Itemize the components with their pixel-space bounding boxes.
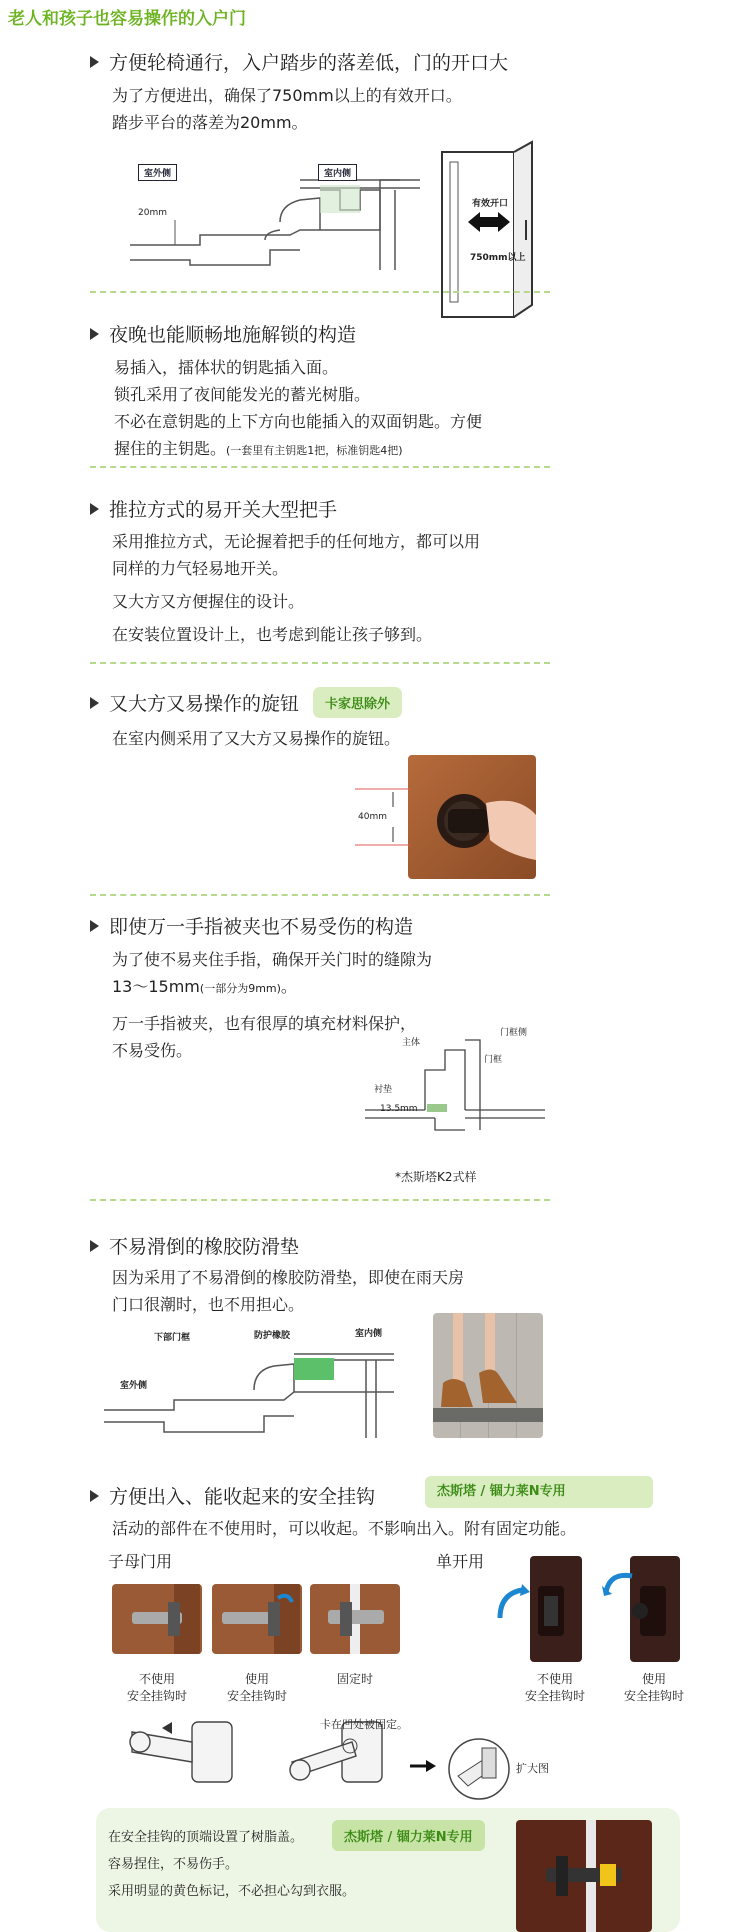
page-title: 老人和孩子也容易操作的入户门 bbox=[8, 9, 246, 29]
label-inside: 室内侧 bbox=[318, 164, 357, 181]
rotate-arrow-icon bbox=[602, 1566, 638, 1596]
hook-drawing-closed bbox=[122, 1712, 242, 1792]
exception-badge: 卡家思除外 bbox=[313, 687, 402, 718]
section-heading-antislip: 不易滑倒的橡胶防滑垫 bbox=[90, 1232, 299, 1259]
resin-cap-text: 在安全挂钩的顶端设置了树脂盖。 容易捏住，不易伤手。 采用明显的黄色标记，不必担心勾到衣服。 bbox=[108, 1830, 356, 1899]
divider bbox=[90, 894, 550, 896]
label-knob-size: 40mm bbox=[358, 812, 387, 822]
section-text-antislip: 因为采用了不易滑倒的橡胶防滑垫，即使在雨天房 门口很潮时，也不用担心。 bbox=[112, 1268, 465, 1314]
hook-photo-unused bbox=[112, 1584, 202, 1654]
zoom-circle-diagram bbox=[446, 1736, 512, 1802]
label-indoor: 室内侧 bbox=[355, 1329, 383, 1339]
section-heading-wheelchair: 方便轮椅通行，入户踏步的落差低，门的开口大 bbox=[90, 48, 508, 75]
label-door-width: 750mm以上 bbox=[470, 253, 526, 263]
triangle-bullet-icon bbox=[90, 697, 99, 709]
label-door-opening: 有效开口 bbox=[472, 199, 509, 209]
label-zoom: 扩大图 bbox=[516, 1762, 549, 1775]
section-text-lock: 易插入，擂体状的钥匙插入面。 锁孔采用了夜间能发光的蓄光树脂。 不必在意钥匙的上下方向也能插入的双面钥匙。方便 握住的主钥匙。(一套里有主钥匙1把，标准钥匙4把) bbox=[114, 358, 483, 458]
label-body: 主体 bbox=[402, 1038, 421, 1048]
section-heading-lock: 夜晚也能顺畅地施解锁的构造 bbox=[90, 320, 356, 347]
divider bbox=[90, 291, 550, 293]
group-label-double-door: 子母门用 bbox=[108, 1552, 173, 1571]
triangle-bullet-icon bbox=[90, 920, 99, 932]
label-step-height: 20mm bbox=[138, 208, 167, 218]
door-opening-diagram bbox=[440, 140, 540, 320]
label-gap: 13.5mm bbox=[380, 1104, 418, 1114]
rotate-arrow-icon bbox=[494, 1584, 530, 1624]
group-label-single-door: 单开用 bbox=[436, 1552, 485, 1571]
label-rubber: 防护橡胶 bbox=[254, 1331, 291, 1341]
divider bbox=[90, 466, 550, 468]
caption-hook-used: 使用 安全挂钩时 bbox=[226, 1672, 287, 1703]
resin-cap-badge: 杰斯塔 / 锢力莱N专用 bbox=[332, 1820, 485, 1851]
caption-single-used: 使用 安全挂钩时 bbox=[623, 1672, 684, 1703]
section-heading-knob: 又大方又易操作的旋钮 卡家思除外 bbox=[90, 687, 402, 718]
hook-photo-used bbox=[212, 1584, 302, 1654]
divider bbox=[90, 1199, 550, 1201]
section-text-wheelchair: 为了方便进出，确保了750mm以上的有效开口。 踏步平台的落差为20mm。 bbox=[112, 86, 462, 132]
triangle-bullet-icon bbox=[90, 56, 99, 68]
label-outdoor: 室外侧 bbox=[120, 1381, 148, 1391]
triangle-bullet-icon bbox=[90, 1490, 99, 1502]
label-hinge-side: 门框侧 bbox=[500, 1028, 528, 1038]
hook-yellow-photo bbox=[516, 1820, 652, 1932]
model-caption: *杰斯塔K2式样 bbox=[395, 1170, 477, 1184]
section-text-finger: 为了使不易夹住手指，确保开关门时的缝隙为 13～15mm(一部分为9mm)。 万一手指被夹，也有很厚的填充材料保护， 不易受伤。 bbox=[112, 950, 433, 1060]
shoes-photo bbox=[433, 1313, 543, 1438]
triangle-bullet-icon bbox=[90, 503, 99, 515]
caption-hook-fixed: 固定时 bbox=[336, 1672, 373, 1686]
caption-single-unused: 不使用 安全挂钩时 bbox=[524, 1672, 585, 1703]
triangle-bullet-icon bbox=[90, 1240, 99, 1252]
arrow-right-icon bbox=[410, 1758, 436, 1774]
caption-hook-unused: 不使用 安全挂钩时 bbox=[126, 1672, 187, 1703]
label-frame: 门框 bbox=[484, 1055, 503, 1065]
section-heading-handle: 推拉方式的易开关大型把手 bbox=[90, 495, 337, 522]
divider bbox=[90, 662, 550, 664]
section-text-knob: 在室内侧采用了又大方又易操作的旋钮。 bbox=[112, 729, 401, 748]
section-text-hook: 活动的部件在不使用时，可以收起。不影响出入。附有固定功能。 bbox=[112, 1519, 577, 1538]
hook-model-badge: 杰斯塔 / 锢力莱N专用 bbox=[425, 1476, 653, 1508]
label-outside: 室外侧 bbox=[138, 164, 177, 181]
label-pad: 衬垫 bbox=[374, 1085, 393, 1095]
section-heading-finger: 即使万一手指被夹也不易受伤的构造 bbox=[90, 912, 413, 939]
triangle-bullet-icon bbox=[90, 328, 99, 340]
hook-photo-fixed bbox=[310, 1584, 400, 1654]
single-hook-photo-unused bbox=[530, 1556, 582, 1662]
label-bottom-frame: 下部门框 bbox=[154, 1333, 191, 1343]
knob-photo bbox=[408, 755, 536, 879]
section-text-handle: 采用推拉方式，无论握着把手的任何地方，都可以用 同样的力气轻易地开关。 又大方又方便握住的设计。 在安装位置设计上，也考虑到能让孩子够到。 bbox=[112, 532, 481, 644]
label-fix-notch: 卡在凹处被固定。 bbox=[320, 1718, 408, 1731]
section-heading-hook: 方便出入、能收起来的安全挂钩 bbox=[90, 1482, 375, 1509]
